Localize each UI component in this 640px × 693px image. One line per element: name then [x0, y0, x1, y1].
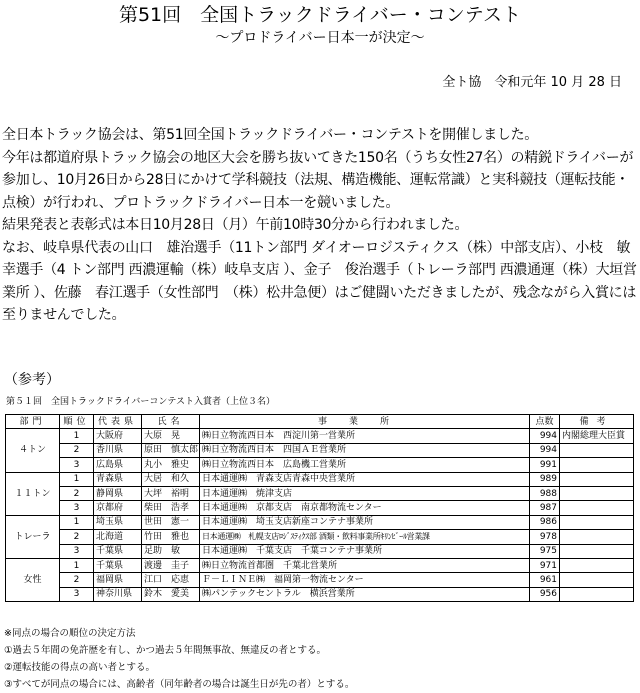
- person-cell: 大居 和久: [142, 472, 200, 486]
- note-heading: ※同点の場合の順位の決定方法: [4, 628, 136, 639]
- header-note: 備考: [560, 415, 634, 429]
- rank-cell: 1: [60, 558, 94, 572]
- office-cell: 日本通運㈱ 埼玉支店新座コンテナ事業所: [200, 515, 530, 529]
- page-subtitle: ～プロドライバー日本一が決定～: [215, 30, 425, 46]
- paragraph-gifu: なお、岐阜県代表の山口 雄治選手（11トン部門 ダイオーロジスティクス（株）中部支店）、小枝 敏幸選手（4 トン部門 西濃運輸（株）岐阜支店 ）、金子 俊治選手（トレーラ部門 西濃通運（株）大垣営業所 ）、佐藤 春江選手（女性部門 （株）松井急便）はご健闘いただきましたが、残念ながら入賞には至りませんでした。: [2, 239, 637, 323]
- header-rank: 順位: [60, 415, 94, 429]
- office-cell: ㈱日立物流西日本 西淀川第一営業所: [200, 429, 530, 443]
- prefecture-cell: 神奈川県: [94, 587, 142, 601]
- note-cell: [560, 501, 634, 515]
- rank-cell: 1: [60, 515, 94, 529]
- note-cell: [560, 472, 634, 486]
- table-row: [6, 544, 634, 558]
- table-row: [6, 458, 634, 472]
- division-cell: ４トン: [6, 429, 60, 472]
- note-item: ③すべてが同点の場合には、高齢者（同年齢者の場合は誕生日が先の者）とする。: [4, 679, 355, 690]
- rank-cell: 2: [60, 443, 94, 457]
- rank-cell: 1: [60, 429, 94, 443]
- header-score: 点数: [530, 415, 560, 429]
- person-cell: 渡邊 圭子: [142, 558, 200, 572]
- header-office: 事業所: [200, 415, 530, 429]
- office-cell: ㈱日立物流西日本 四国ＡＥ営業所: [200, 443, 530, 457]
- rank-cell: 3: [60, 587, 94, 601]
- note-item: ①過去５年間の免許歴を有し、かつ過去５年間無事故、無違反の者とする。: [4, 645, 327, 656]
- paragraph-results: 結果発表と表彰式は本日10月28日（月）午前10時30分から行われました。: [2, 217, 469, 233]
- prefecture-cell: 広島県: [94, 458, 142, 472]
- office-cell: 日本通運㈱ 焼津支店: [200, 486, 530, 500]
- office-cell: ㈱パンテックセントラル 横浜営業所: [200, 587, 530, 601]
- office-cell: 日本通運㈱ 京都支店 南京都物流センター: [200, 501, 530, 515]
- table-row: [6, 429, 634, 443]
- header-prefecture: 代表県: [94, 415, 142, 429]
- person-cell: 鈴木 愛美: [142, 587, 200, 601]
- table-row: [6, 530, 634, 544]
- table-row: [6, 472, 634, 486]
- rank-cell: 3: [60, 501, 94, 515]
- prefecture-cell: 香川県: [94, 443, 142, 457]
- score-cell: 961: [530, 573, 560, 587]
- office-cell: Ｆ－ＬＩＮＥ㈱ 福岡第一物流センター: [200, 573, 530, 587]
- person-cell: 江口 応恵: [142, 573, 200, 587]
- office-cell: ㈱日立物流首都圏 千葉北営業所: [200, 558, 530, 572]
- table-row: [6, 587, 634, 601]
- rank-cell: 2: [60, 573, 94, 587]
- score-cell: 971: [530, 558, 560, 572]
- prefecture-cell: 福岡県: [94, 573, 142, 587]
- division-cell: １１トン: [6, 472, 60, 515]
- rank-cell: 1: [60, 472, 94, 486]
- header-division: 部門: [6, 415, 60, 429]
- note-cell: [560, 458, 634, 472]
- note-cell: 内閣総理大臣賞: [560, 429, 634, 443]
- prefecture-cell: 千葉県: [94, 544, 142, 558]
- score-cell: 988: [530, 486, 560, 500]
- table-row: [6, 515, 634, 529]
- score-cell: 956: [530, 587, 560, 601]
- note-cell: [560, 544, 634, 558]
- note-cell: [560, 486, 634, 500]
- prefecture-cell: 千葉県: [94, 558, 142, 572]
- person-cell: 原田 慎太郎: [142, 443, 200, 457]
- note-cell: [560, 443, 634, 457]
- score-cell: 994: [530, 443, 560, 457]
- prefecture-cell: 北海道: [94, 530, 142, 544]
- table-row: [6, 443, 634, 457]
- division-cell: 女性: [6, 558, 60, 601]
- score-cell: 994: [530, 429, 560, 443]
- table-row: [6, 573, 634, 587]
- prefecture-cell: 大阪府: [94, 429, 142, 443]
- prefecture-cell: 静岡県: [94, 486, 142, 500]
- rank-cell: 2: [60, 530, 94, 544]
- winners-table: [5, 414, 634, 602]
- note-cell: [560, 530, 634, 544]
- table-header-row: [6, 415, 634, 429]
- org-date: 全ト協 令和元年 10 月 28 日: [442, 75, 622, 90]
- score-cell: 975: [530, 544, 560, 558]
- person-cell: 柴田 浩孝: [142, 501, 200, 515]
- header-name: 氏名: [142, 415, 200, 429]
- rank-cell: 3: [60, 544, 94, 558]
- person-cell: 大坪 裕明: [142, 486, 200, 500]
- score-cell: 991: [530, 458, 560, 472]
- person-cell: 足助 敏: [142, 544, 200, 558]
- note-item: ②運転技能の得点の高い者とする。: [4, 662, 156, 673]
- rank-cell: 2: [60, 486, 94, 500]
- page-title: 第51回 全国トラックドライバー・コンテスト: [118, 4, 522, 26]
- rank-cell: 3: [60, 458, 94, 472]
- note-cell: [560, 558, 634, 572]
- person-cell: 大原 晃: [142, 429, 200, 443]
- office-cell: 日本通運㈱ 青森支店青森中央営業所: [200, 472, 530, 486]
- score-cell: 986: [530, 515, 560, 529]
- note-cell: [560, 515, 634, 529]
- press-release-body: [2, 124, 638, 327]
- tiebreak-notes: [4, 625, 354, 693]
- table-row: [6, 558, 634, 572]
- person-cell: 竹田 雅也: [142, 530, 200, 544]
- paragraph-contest: 今年は都道府県トラック協会の地区大会を勝ち抜いてきた150名（うち女性27名）の精鋭ドライバーが参加し、10月26日から28日にかけて学科競技（法規、構造機能、運転常識）と実科競技（運転技能・点検）が行われ、プロトラックドライバー日本一を競いました。: [2, 149, 634, 211]
- prefecture-cell: 青森県: [94, 472, 142, 486]
- division-cell: トレーラ: [6, 515, 60, 558]
- note-cell: [560, 573, 634, 587]
- paragraph-intro: 全日本トラック協会は、第51回全国トラックドライバー・コンテストを開催しました。: [2, 127, 538, 143]
- table-row: [6, 486, 634, 500]
- score-cell: 989: [530, 472, 560, 486]
- person-cell: 世田 憲一: [142, 515, 200, 529]
- prefecture-cell: 京都府: [94, 501, 142, 515]
- prefecture-cell: 埼玉県: [94, 515, 142, 529]
- score-cell: 978: [530, 530, 560, 544]
- person-cell: 丸小 雅史: [142, 458, 200, 472]
- table-row: [6, 501, 634, 515]
- office-cell: ㈱日立物流西日本 広島機工営業所: [200, 458, 530, 472]
- office-cell: 日本通運㈱ 千葉支店 千葉コンテナ事業所: [200, 544, 530, 558]
- reference-label: （参考）: [4, 372, 60, 388]
- note-cell: [560, 587, 634, 601]
- score-cell: 987: [530, 501, 560, 515]
- office-cell: 日本通運㈱ 札幌支店ﾛｼﾞｽﾃｨｸｽ部 酒類・飲料事業所ｷﾘﾝﾋﾞｰﾙ営業課: [200, 530, 530, 544]
- table-caption: 第５１回 全国トラックドライバーコンテスト入賞者（上位３名）: [6, 397, 276, 407]
